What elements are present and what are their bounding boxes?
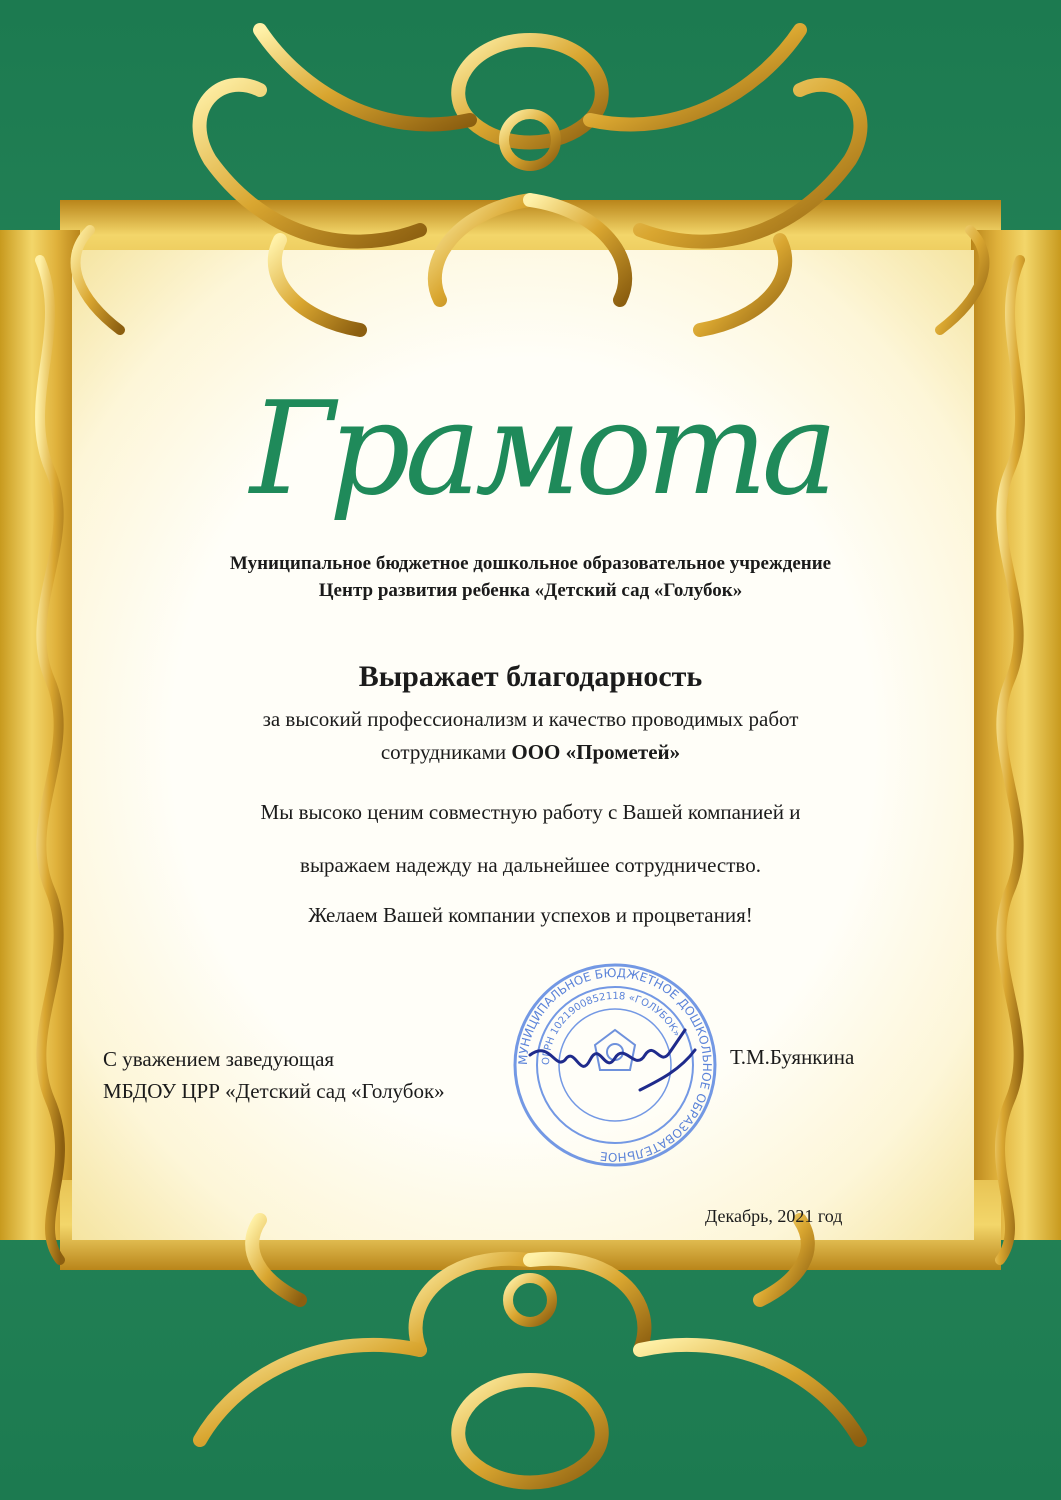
reason-line-1: за высокий профессионализм и качество проводимых работ [262,707,799,731]
reason-line-2 [0,740,1061,765]
signer-title-line-1: С уважением заведующая [103,1047,335,1071]
organization-line-1: Муниципальное бюджетное дошкольное образовательное учреждение [229,553,832,574]
gratitude-heading: Выражает благодарность [358,660,703,693]
signer-title-line-2: МБДОУ ЦРР «Детский сад «Голубок» [103,1079,445,1103]
stamp-inner-text: ОГРН 1021900852118 «ГОЛУБОК» [540,990,683,1066]
stamp-outer-text: МУНИЦИПАЛЬНОЕ БЮДЖЕТНОЕ ДОШКОЛЬНОЕ ОБРАЗОВАТЕЛЬНОЕ [515,965,715,1165]
signer-name: Т.М.Буянкина [730,1045,855,1069]
message-line-2: выражаем надежду на дальнейшее сотрудничество. [300,853,761,877]
message-line-1: Мы высоко ценим совместную работу с Вашей компанией и [260,800,801,824]
certificate-title: Грамота [250,375,832,524]
signer-title [103,1043,445,1107]
organization-line-2: Центр развития ребенка «Детский сад «Голубок» [318,580,743,601]
recipient-name: ООО «Прометей» [511,740,681,764]
certificate-date: Декабрь, 2021 год [705,1206,843,1226]
reason-line-2-prefix: сотрудниками [380,740,512,764]
message-line-3: Желаем Вашей компании успехов и процветания! [308,903,753,927]
official-stamp-icon [510,960,720,1170]
